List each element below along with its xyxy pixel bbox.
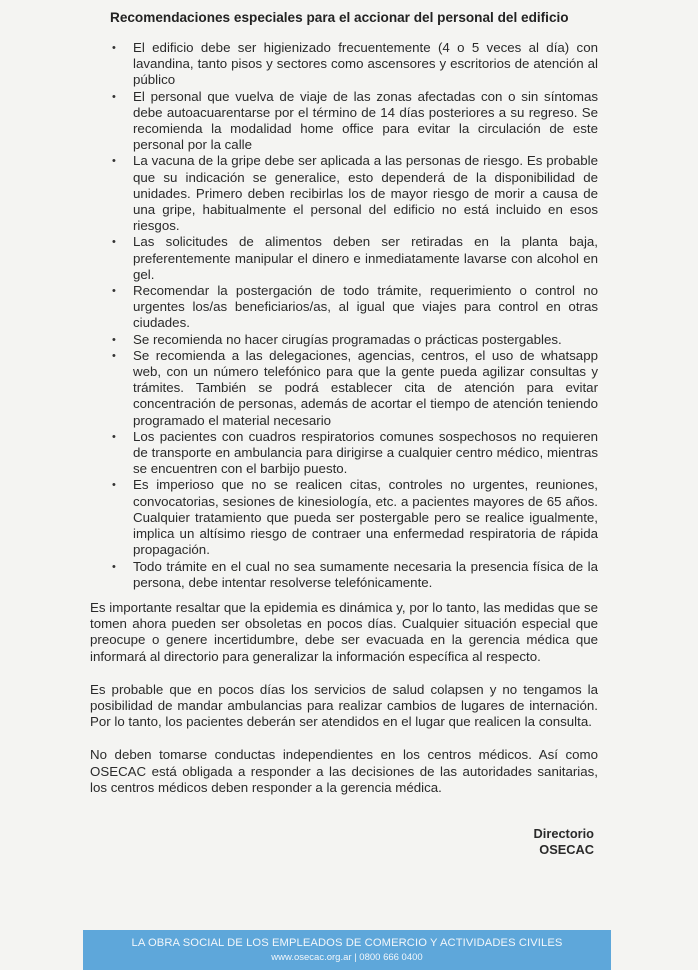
list-item: • Todo trámite en el cual no sea sumamente necesaria la presencia física de la persona, debe intentar resolverse telefónicamente. — [112, 559, 598, 591]
footer-banner — [83, 930, 611, 970]
list-item: • Los pacientes con cuadros respiratorios comunes sospechosos no requieren de transporte en ambulancia para dirigirse a cualquier centro médico, mientras se encuentren con el barbijo puesto. — [112, 429, 598, 478]
list-item: • El edificio debe ser higienizado frecuentemente (4 o 5 veces al día) con lavandina, tanto pisos y sectores como ascensores y escritorios de atención al público — [112, 40, 598, 89]
paragraph: Es probable que en pocos días los servicios de salud colapsen y no tengamos la posibilidad de mandar ambulancias para realizar cambios de lugares de internación. Por lo tanto, los pacientes deberán ser atendidos en el lugar que realicen la consulta. — [90, 681, 598, 730]
signature-block — [534, 826, 594, 858]
footer-tagline: LA OBRA SOCIAL DE LOS EMPLEADOS DE COMERCIO Y ACTIVIDADES CIVILES — [131, 937, 563, 949]
recommendations-list — [112, 40, 598, 591]
list-item: • Recomendar la postergación de todo trámite, requerimiento o control no urgentes los/as beneficiarios/as, al igual que viajes para control en otras ciudades. — [112, 283, 598, 332]
list-item: • Las solicitudes de alimentos deben ser retiradas en la planta baja, preferentemente manipular el dinero e inmediatamente lavarse con alcohol en gel. — [112, 234, 598, 283]
list-item: • Se recomienda a las delegaciones, agencias, centros, el uso de whatsapp web, con un número telefónico para que la gente pueda agilizar consultas y trámites. También se podrá establecer cita de atención para evitar concentración de personas, además de acortar el tiempo de atención teniendo programado el material necesario — [112, 348, 598, 429]
paragraph: Es importante resaltar que la epidemia es dinámica y, por lo tanto, las medidas que se tomen ahora pueden ser obsoletas en pocos días. Cualquier situación especial que preocupe o genere incertidumbre, debe ser evacuada en la gerencia médica que informará al directorio para generalizar la información específica al respecto. — [90, 600, 598, 664]
document-title: Recomendaciones especiales para el accionar del personal del edificio — [110, 10, 569, 25]
closing-paragraphs — [90, 600, 598, 813]
list-item: • El personal que vuelva de viaje de las zonas afectadas con o sin síntomas debe autoacuarentarse por el término de 14 días posteriores a su regreso. Se recomienda la modalidad home office para evitar la circulación de este personal por la calle — [112, 89, 598, 154]
signature-org: OSECAC — [539, 842, 594, 857]
list-item: • Se recomienda no hacer cirugías programadas o prácticas postergables. — [112, 332, 598, 348]
paragraph: No deben tomarse conductas independientes en los centros médicos. Así como OSECAC está obligada a responder a las decisiones de las autoridades sanitarias, los centros médicos deben responder a la gerencia médica. — [90, 747, 598, 795]
list-item: • Es imperioso que no se realicen citas, controles no urgentes, reuniones, convocatorias, sesiones de kinesiología, etc. a pacientes mayores de 65 años. Cualquier tratamiento que pueda ser postergable pero se realice igualmente, implica un altísimo riesgo de contraer una enfermedad respiratoria de rápida propagación. — [112, 477, 598, 558]
footer-contact: www.osecac.org.ar | 0800 666 0400 — [271, 952, 423, 963]
signature-line: Directorio — [533, 826, 594, 841]
list-item: • La vacuna de la gripe debe ser aplicada a las personas de riesgo. Es probable que su indicación se generalice, esto dependerá de la disponibilidad de unidades. Primero deben recibirlas los de mayor riesgo de morir a causa de una gripe, habitualmente el personal del edificio no está incluido en esos riesgos. — [112, 153, 598, 234]
